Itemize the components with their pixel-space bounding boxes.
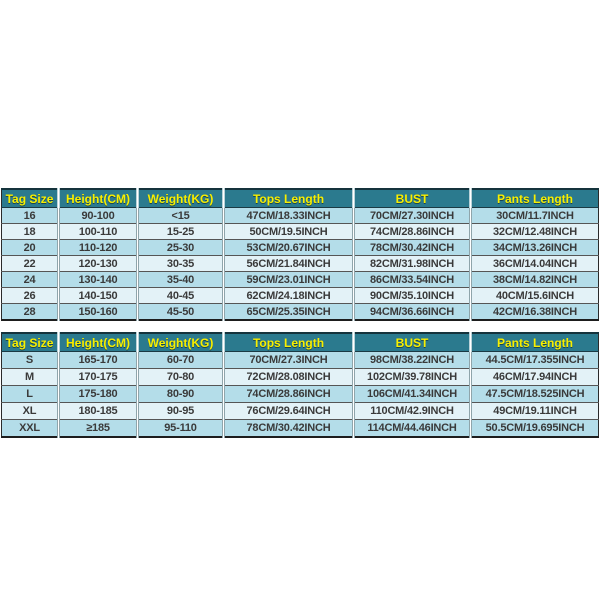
- cell-height: ≥185: [59, 420, 138, 438]
- cell-tops-length: 70CM/27.3INCH: [224, 352, 354, 369]
- cell-tops-length: 65CM/25.35INCH: [224, 304, 354, 321]
- cell-pants-length: 36CM/14.04INCH: [471, 256, 599, 272]
- header-pants-length: Pants Length: [471, 333, 599, 352]
- cell-pants-length: 40CM/15.6INCH: [471, 288, 599, 304]
- table-row: [2, 352, 599, 369]
- header-tag-size: Tag Size: [2, 333, 59, 352]
- cell-weight: 70-80: [138, 369, 224, 386]
- cell-pants-length: 50.5CM/19.695INCH: [471, 420, 599, 438]
- kids-size-table: [1, 188, 599, 321]
- cell-height: 130-140: [59, 272, 138, 288]
- cell-pants-length: 42CM/16.38INCH: [471, 304, 599, 321]
- cell-weight: 95-110: [138, 420, 224, 438]
- cell-bust: 78CM/30.42INCH: [354, 240, 471, 256]
- table-row: [2, 256, 599, 272]
- cell-weight: 25-30: [138, 240, 224, 256]
- cell-tag-size: L: [2, 386, 59, 403]
- cell-tops-length: 76CM/29.64INCH: [224, 403, 354, 420]
- header-tag-size: Tag Size: [2, 189, 59, 208]
- cell-weight: 35-40: [138, 272, 224, 288]
- header-tops-length: Tops Length: [224, 189, 354, 208]
- cell-weight: 40-45: [138, 288, 224, 304]
- cell-pants-length: 30CM/11.7INCH: [471, 208, 599, 224]
- cell-pants-length: 38CM/14.82INCH: [471, 272, 599, 288]
- cell-tops-length: 50CM/19.5INCH: [224, 224, 354, 240]
- cell-pants-length: 46CM/17.94INCH: [471, 369, 599, 386]
- header-bust: BUST: [354, 333, 471, 352]
- cell-pants-length: 47.5CM/18.525INCH: [471, 386, 599, 403]
- cell-height: 120-130: [59, 256, 138, 272]
- cell-weight: 60-70: [138, 352, 224, 369]
- cell-tag-size: 26: [2, 288, 59, 304]
- table-row: [2, 403, 599, 420]
- table-row: [2, 420, 599, 438]
- size-chart-container: [1, 188, 598, 438]
- cell-tag-size: XL: [2, 403, 59, 420]
- cell-height: 170-175: [59, 369, 138, 386]
- header-bust: BUST: [354, 189, 471, 208]
- cell-pants-length: 44.5CM/17.355INCH: [471, 352, 599, 369]
- cell-pants-length: 32CM/12.48INCH: [471, 224, 599, 240]
- table-row: [2, 369, 599, 386]
- cell-tops-length: 47CM/18.33INCH: [224, 208, 354, 224]
- header-height: Height(CM): [59, 333, 138, 352]
- cell-pants-length: 49CM/19.11INCH: [471, 403, 599, 420]
- cell-bust: 98CM/38.22INCH: [354, 352, 471, 369]
- cell-height: 140-150: [59, 288, 138, 304]
- cell-weight: 90-95: [138, 403, 224, 420]
- cell-height: 110-120: [59, 240, 138, 256]
- table-row: [2, 272, 599, 288]
- cell-tag-size: 16: [2, 208, 59, 224]
- cell-bust: 102CM/39.78INCH: [354, 369, 471, 386]
- cell-bust: 106CM/41.34INCH: [354, 386, 471, 403]
- adult-size-table: [1, 332, 599, 438]
- cell-tops-length: 62CM/24.18INCH: [224, 288, 354, 304]
- cell-tops-length: 74CM/28.86INCH: [224, 386, 354, 403]
- cell-tag-size: XXL: [2, 420, 59, 438]
- adult-header-row: [2, 333, 599, 352]
- cell-bust: 110CM/42.9INCH: [354, 403, 471, 420]
- cell-tag-size: 22: [2, 256, 59, 272]
- cell-tops-length: 56CM/21.84INCH: [224, 256, 354, 272]
- cell-bust: 94CM/36.66INCH: [354, 304, 471, 321]
- cell-weight: 15-25: [138, 224, 224, 240]
- cell-pants-length: 34CM/13.26INCH: [471, 240, 599, 256]
- cell-height: 90-100: [59, 208, 138, 224]
- cell-height: 175-180: [59, 386, 138, 403]
- cell-tag-size: 28: [2, 304, 59, 321]
- cell-height: 150-160: [59, 304, 138, 321]
- cell-weight: 80-90: [138, 386, 224, 403]
- table-row: [2, 304, 599, 321]
- header-weight: Weight(KG): [138, 333, 224, 352]
- table-row: [2, 240, 599, 256]
- header-weight: Weight(KG): [138, 189, 224, 208]
- table-gap: [1, 321, 598, 332]
- cell-tops-length: 59CM/23.01INCH: [224, 272, 354, 288]
- cell-tag-size: S: [2, 352, 59, 369]
- cell-bust: 114CM/44.46INCH: [354, 420, 471, 438]
- cell-height: 165-170: [59, 352, 138, 369]
- kids-header-row: [2, 189, 599, 208]
- cell-weight: <15: [138, 208, 224, 224]
- cell-tag-size: 20: [2, 240, 59, 256]
- table-row: [2, 386, 599, 403]
- header-height: Height(CM): [59, 189, 138, 208]
- cell-bust: 86CM/33.54INCH: [354, 272, 471, 288]
- table-row: [2, 288, 599, 304]
- cell-height: 100-110: [59, 224, 138, 240]
- cell-weight: 30-35: [138, 256, 224, 272]
- cell-tops-length: 72CM/28.08INCH: [224, 369, 354, 386]
- header-pants-length: Pants Length: [471, 189, 599, 208]
- header-tops-length: Tops Length: [224, 333, 354, 352]
- cell-tag-size: 24: [2, 272, 59, 288]
- cell-bust: 82CM/31.98INCH: [354, 256, 471, 272]
- cell-tops-length: 78CM/30.42INCH: [224, 420, 354, 438]
- cell-bust: 90CM/35.10INCH: [354, 288, 471, 304]
- table-row: [2, 208, 599, 224]
- cell-tag-size: M: [2, 369, 59, 386]
- cell-bust: 74CM/28.86INCH: [354, 224, 471, 240]
- cell-tag-size: 18: [2, 224, 59, 240]
- cell-weight: 45-50: [138, 304, 224, 321]
- table-row: [2, 224, 599, 240]
- cell-bust: 70CM/27.30INCH: [354, 208, 471, 224]
- cell-tops-length: 53CM/20.67INCH: [224, 240, 354, 256]
- cell-height: 180-185: [59, 403, 138, 420]
